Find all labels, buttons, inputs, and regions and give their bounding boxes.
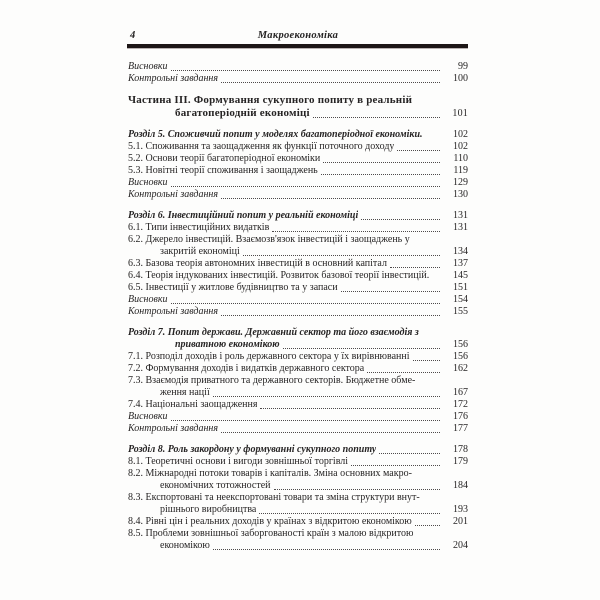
toc-entry — [128, 141, 468, 153]
toc-entry-text: Висновки — [128, 177, 168, 188]
dot-leader — [272, 230, 440, 232]
toc-page-number: 131 — [453, 222, 468, 233]
toc-entry — [128, 480, 468, 492]
toc-group — [128, 327, 468, 435]
toc-entry-text: Розділ 5. Споживчий попит у моделях багатоперіодної економіки. — [128, 129, 423, 140]
toc-entry-text: 6.2. Джерело інвестицій. Взаємозв'язок інвестицій і заощаджень у — [128, 234, 410, 245]
toc-entry-text: приватною економікою — [175, 339, 280, 350]
toc-entry-text: 6.3. Базова теорія автономних інвестицій в основний капітал — [128, 258, 387, 269]
dot-leader — [274, 488, 441, 490]
toc-group — [128, 129, 468, 201]
toc-entry — [128, 282, 468, 294]
toc-entry — [128, 375, 468, 387]
toc-page-number: 155 — [453, 306, 468, 317]
toc-entry-text: 5.1. Споживання та заощадження як функції поточного доходу — [128, 141, 395, 152]
dot-leader — [221, 431, 440, 433]
toc-page-number: 154 — [453, 294, 468, 305]
dot-leader — [361, 218, 440, 220]
toc-page-number: 131 — [453, 210, 468, 221]
toc-entry — [128, 153, 468, 165]
dot-leader — [351, 464, 440, 466]
toc-page-number: 134 — [453, 246, 468, 257]
toc-page-number: 193 — [453, 504, 468, 515]
toc-entry-text: Розділ 6. Інвестиційний попит у реальній економіці — [128, 210, 359, 221]
dot-leader — [213, 548, 440, 550]
dot-leader — [213, 395, 440, 397]
toc-entry-text: економічних тотожностей — [160, 480, 271, 491]
toc-entry-text: 6.5. Інвестиції у житлове будівництво та у запаси — [128, 282, 338, 293]
toc-page-number: 176 — [453, 411, 468, 422]
toc-entry-text: 8.1. Теоретичні основи і вигоди зовнішньої торгівлі — [128, 456, 349, 467]
dot-leader — [171, 302, 440, 304]
toc-page-number: 177 — [453, 423, 468, 434]
toc-entry-text: закритій економіці — [160, 246, 240, 257]
running-title: Макроекономіка — [257, 30, 339, 41]
dot-leader — [390, 266, 440, 268]
toc-entry — [128, 258, 468, 270]
toc-entry-text: 8.4. Рівні цін і реальних доходів у країнах з відкритою економікою — [128, 516, 412, 527]
toc-entry-text: 6.4. Теорія індукованих інвестицій. Розвиток базової теорії інвестицій. — [128, 270, 430, 281]
toc-entry-text: 8.5. Проблеми зовнішньої заборгованості країн з малою відкритою — [128, 528, 414, 539]
toc-entry-text: Контрольні завдання — [128, 423, 219, 434]
toc-page-number: 145 — [453, 270, 468, 281]
toc-page-number: 201 — [453, 516, 468, 527]
toc-page-number: 204 — [453, 540, 468, 551]
toc-entry-text: Висновки — [128, 411, 168, 422]
dot-leader — [259, 512, 440, 514]
toc-entry-text: Контрольні завдання — [128, 73, 219, 84]
toc-entry-text: 7.2. Формування доходів і видатків державного сектора — [128, 363, 365, 374]
toc-entry-text: 8.3. Експортовані та неекспортовані товари та зміна структури внут- — [128, 492, 420, 503]
toc-page-number: 119 — [453, 165, 468, 176]
toc-entry — [128, 540, 468, 552]
toc-page-number: 101 — [452, 108, 468, 119]
dot-leader — [221, 197, 440, 199]
toc-entry — [128, 73, 468, 85]
toc-page-number: 167 — [453, 387, 468, 398]
toc-page-number: 129 — [453, 177, 468, 188]
toc-entry-text: 7.3. Взаємодія приватного та державного секторів. Бюджетне обме- — [128, 375, 416, 386]
dot-leader — [415, 524, 440, 526]
toc-entry — [128, 327, 468, 339]
toc-entry-text: 5.2. Основи теорії багатоперіодної економіки — [128, 153, 321, 164]
toc-page-number: 179 — [453, 456, 468, 467]
dot-leader — [367, 371, 440, 373]
toc-entry — [128, 399, 468, 411]
toc-entry — [128, 456, 468, 468]
dot-leader — [171, 419, 440, 421]
toc-entry-text: багатоперіодній економіці — [175, 107, 310, 119]
toc-group — [128, 444, 468, 552]
header-rule — [127, 44, 468, 48]
toc-entry-text: Контрольні завдання — [128, 189, 219, 200]
toc-entry — [128, 246, 468, 258]
toc-page-number: 130 — [453, 189, 468, 200]
toc-entry — [128, 210, 468, 222]
toc-entry-text: 8.2. Міжнародні потоки товарів і капіталів. Зміна основних макро- — [128, 468, 412, 479]
toc-entry-text: Контрольні завдання — [128, 306, 219, 317]
toc-page-number: 172 — [453, 399, 468, 410]
toc-entry-text: 6.1. Типи інвестиційних видатків — [128, 222, 270, 233]
toc-group — [128, 61, 468, 85]
toc-entry — [128, 492, 468, 504]
toc-page-number: 162 — [453, 363, 468, 374]
toc-entry — [128, 363, 468, 375]
toc-entry-text: рішнього виробництва — [160, 504, 257, 515]
toc-page-number: 156 — [453, 351, 468, 362]
toc-entry-text: Розділ 7. Попит держави. Державний сектор та його взаємодія з — [128, 327, 419, 338]
toc-page-number: 137 — [453, 258, 468, 269]
page-header — [128, 29, 468, 42]
toc-group — [128, 210, 468, 318]
dot-leader — [260, 407, 440, 409]
toc-entry — [128, 306, 468, 318]
toc-group — [128, 94, 468, 120]
toc-entry-text: економікою — [160, 540, 210, 551]
toc-entry — [128, 234, 468, 246]
dot-leader — [397, 149, 440, 151]
toc-entry — [128, 107, 468, 120]
toc-entry — [128, 339, 468, 351]
dot-leader — [313, 116, 440, 118]
dot-leader — [221, 81, 440, 83]
dot-leader — [379, 452, 440, 454]
toc-page-number: 110 — [453, 153, 468, 164]
toc-entry — [128, 129, 468, 141]
toc-entry-text: 7.1. Розподіл доходів і роль державного сектора у їх вирівнюванні — [128, 351, 410, 362]
toc-entry-text: ження нації — [160, 387, 210, 398]
dot-leader — [323, 161, 440, 163]
toc-entry — [128, 177, 468, 189]
toc-entry-text: Висновки — [128, 61, 168, 72]
dot-leader — [171, 69, 440, 71]
toc-entry — [128, 94, 468, 107]
toc-entry-text: 5.3. Новітні теорії споживання і заощаджень — [128, 165, 318, 176]
toc-entry — [128, 423, 468, 435]
dot-leader — [341, 290, 440, 292]
toc-entry — [128, 504, 468, 516]
toc-entry — [128, 270, 468, 282]
toc-page-number: 178 — [453, 444, 468, 455]
dot-leader — [243, 254, 440, 256]
toc-page-number: 102 — [453, 141, 468, 152]
toc-entry-text: 7.4. Національні заощадження — [128, 399, 258, 410]
dot-leader — [283, 347, 440, 349]
toc-entry — [128, 444, 468, 456]
toc-page-number: 102 — [453, 129, 468, 140]
toc-page-number: 156 — [453, 339, 468, 350]
toc-page-number: 184 — [453, 480, 468, 491]
toc-entry — [128, 351, 468, 363]
toc-entry — [128, 516, 468, 528]
toc-page-number: 99 — [458, 61, 468, 72]
dot-leader — [321, 173, 440, 175]
toc — [128, 61, 468, 552]
toc-entry — [128, 528, 468, 540]
toc-entry-text: Частина ІІІ. Формування сукупного попиту в реальній — [128, 94, 413, 106]
toc-entry — [128, 294, 468, 306]
toc-entry — [128, 165, 468, 177]
page-number: 4 — [130, 30, 136, 41]
dot-leader — [171, 185, 440, 187]
toc-entry — [128, 222, 468, 234]
toc-entry — [128, 411, 468, 423]
toc-entry-text: Розділ 8. Роль закордону у формуванні сукупного попиту — [128, 444, 377, 455]
toc-page-number: 100 — [453, 73, 468, 84]
toc-entry — [128, 387, 468, 399]
toc-entry — [128, 189, 468, 201]
toc-entry — [128, 468, 468, 480]
toc-page-number: 151 — [453, 282, 468, 293]
dot-leader — [221, 314, 440, 316]
toc-entry-text: Висновки — [128, 294, 168, 305]
dot-leader — [413, 359, 440, 361]
toc-entry — [128, 61, 468, 73]
